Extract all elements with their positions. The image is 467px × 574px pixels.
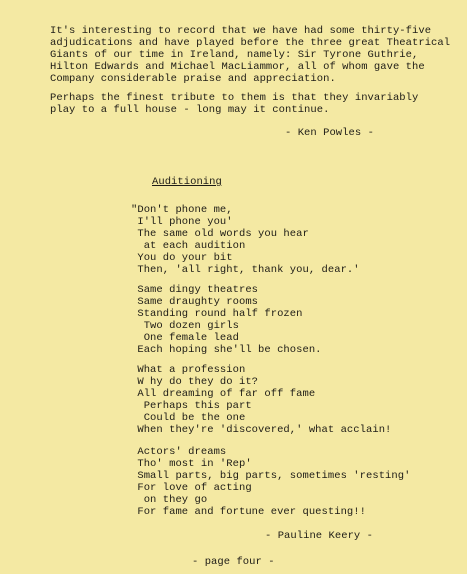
poem-line: W hy do they do it? <box>131 376 259 388</box>
poem-signature: - Pauline Keery - <box>265 530 373 542</box>
intro-line: adjudications and have played before the three great Theatrical <box>50 37 451 49</box>
poem-line: Two dozen girls <box>131 320 239 332</box>
poem-line: "Don't phone me, <box>131 204 233 216</box>
intro-line: Company considerable praise and appreciation. <box>50 73 336 85</box>
poem-line: What a profession <box>131 364 246 376</box>
poem-line: The same old words you hear <box>131 228 309 240</box>
intro-line: Giants of our time in Ireland, namely: Sir Tyrone Guthrie, <box>50 49 419 61</box>
page-number: - page four - <box>192 556 275 568</box>
poem-line: Same dingy theatres <box>131 284 259 296</box>
poem-line: For love of acting <box>131 482 252 494</box>
poem-line: Small parts, big parts, sometimes 'resting' <box>131 470 411 482</box>
poem-line: at each audition <box>131 240 246 252</box>
poem-line: All dreaming of far off fame <box>131 388 316 400</box>
poem-title: Auditioning <box>152 176 222 188</box>
intro-signature: - Ken Powles - <box>285 127 374 139</box>
poem-line: Same draughty rooms <box>131 296 259 308</box>
poem-line: I'll phone you' <box>131 216 233 228</box>
poem-line: One female lead <box>131 332 239 344</box>
poem-line: For fame and fortune ever questing!! <box>131 506 366 518</box>
poem-line: Tho' most in 'Rep' <box>131 458 252 470</box>
poem-line: Then, 'all right, thank you, dear.' <box>131 264 360 276</box>
poem-line: You do your bit <box>131 252 233 264</box>
poem-line: Perhaps this part <box>131 400 252 412</box>
poem-line: Standing round half frozen <box>131 308 303 320</box>
intro-line: Hilton Edwards and Michael MacLiammor, all of whom gave the <box>50 61 425 73</box>
poem-line: Could be the one <box>131 412 246 424</box>
poem-line: on they go <box>131 494 208 506</box>
intro-line: Perhaps the finest tribute to them is that they invariably <box>50 92 419 104</box>
poem-line: When they're 'discovered,' what acclain! <box>131 424 392 436</box>
poem-line: Each hoping she'll be chosen. <box>131 344 322 356</box>
intro-line: play to a full house - long may it continue. <box>50 104 330 116</box>
poem-line: Actors' dreams <box>131 446 227 458</box>
intro-line: It's interesting to record that we have had some thirty-five <box>50 25 432 37</box>
